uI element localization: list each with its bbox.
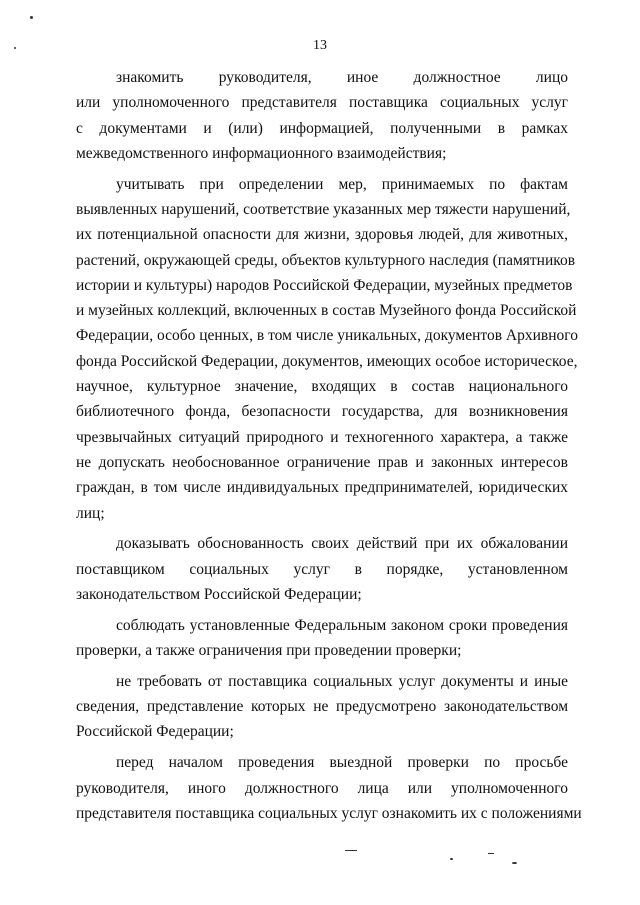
paragraph xyxy=(76,669,568,745)
paragraph xyxy=(76,172,578,526)
text-line: растений, окружающей среды, объектов культурного наследия (памятников xyxy=(76,251,576,269)
text-line: или уполномоченного представителя поставщика социальных услуг xyxy=(76,94,568,112)
text-line: лиц; xyxy=(76,504,105,522)
text-line: законодательством Российской Федерации; xyxy=(76,585,362,603)
page-number: 13 xyxy=(313,38,327,53)
scan-speck xyxy=(345,850,357,851)
text-line: выявленных нарушений, соответствие указанных мер тяжести нарушений, xyxy=(76,200,571,218)
text-line: граждан, в том числе индивидуальных предпринимателей, юридических xyxy=(76,479,568,497)
text-line: представителя поставщика социальных услуг ознакомить их с положениями xyxy=(76,804,582,822)
text-line: фонда Российской Федерации, документов, имеющих особое историческое, xyxy=(76,352,578,370)
paragraph xyxy=(76,531,568,607)
text-line: перед началом проведения выездной проверки по просьбе xyxy=(116,754,568,772)
text-line: не допускать необоснованное ограничение прав и законных интересов xyxy=(76,453,568,471)
text-line: сведения, представление которых не предусмотрено законодательством xyxy=(76,698,568,716)
scan-speck xyxy=(14,47,16,49)
text-line: знакомить руководителя, иное должностное лицо xyxy=(116,69,568,86)
document-body xyxy=(76,65,582,832)
text-line: доказывать обоснованность своих действий при их обжаловании xyxy=(116,535,568,553)
scan-speck xyxy=(512,862,517,864)
paragraph xyxy=(76,613,568,664)
text-line: истории и культуры) народов Российской Федерации, музейных предметов xyxy=(76,276,573,294)
text-line: библиотечного фонда, безопасности государства, для возникновения xyxy=(76,403,568,421)
text-line: не требовать от поставщика социальных услуг документы и иные xyxy=(116,672,568,690)
text-line: проверки, а также ограничения при проведении проверки; xyxy=(76,642,462,660)
text-line: межведомственного информационного взаимодействия; xyxy=(76,144,447,162)
text-line: учитывать при определении мер, принимаемых по фактам xyxy=(116,175,568,193)
text-line: поставщиком социальных услуг в порядке, установленном xyxy=(76,560,568,578)
text-line: чрезвычайных ситуаций природного и техногенного характера, а также xyxy=(76,428,568,446)
paragraph xyxy=(76,65,568,166)
text-line: научное, культурное значение, входящих в состав национального xyxy=(76,378,568,396)
scan-speck xyxy=(450,858,453,860)
text-line: с документами и (или) информацией, полученными в рамках xyxy=(76,119,568,137)
text-line: их потенциальной опасности для жизни, здоровья людей, для животных, xyxy=(76,226,568,244)
text-line: руководителя, иного должностного лица или уполномоченного xyxy=(76,779,568,797)
text-line: и музейных коллекций, включенных в состав Музейного фонда Российской xyxy=(76,302,577,320)
text-line: Российской Федерации; xyxy=(76,723,234,741)
scan-speck xyxy=(30,16,33,19)
text-line: Федерации, особо ценных, в том числе уникальных, документов Архивного xyxy=(76,327,578,345)
text-line: соблюдать установленные Федеральным законом сроки проведения xyxy=(116,616,568,634)
paragraph xyxy=(76,750,582,826)
scan-speck xyxy=(488,853,494,854)
